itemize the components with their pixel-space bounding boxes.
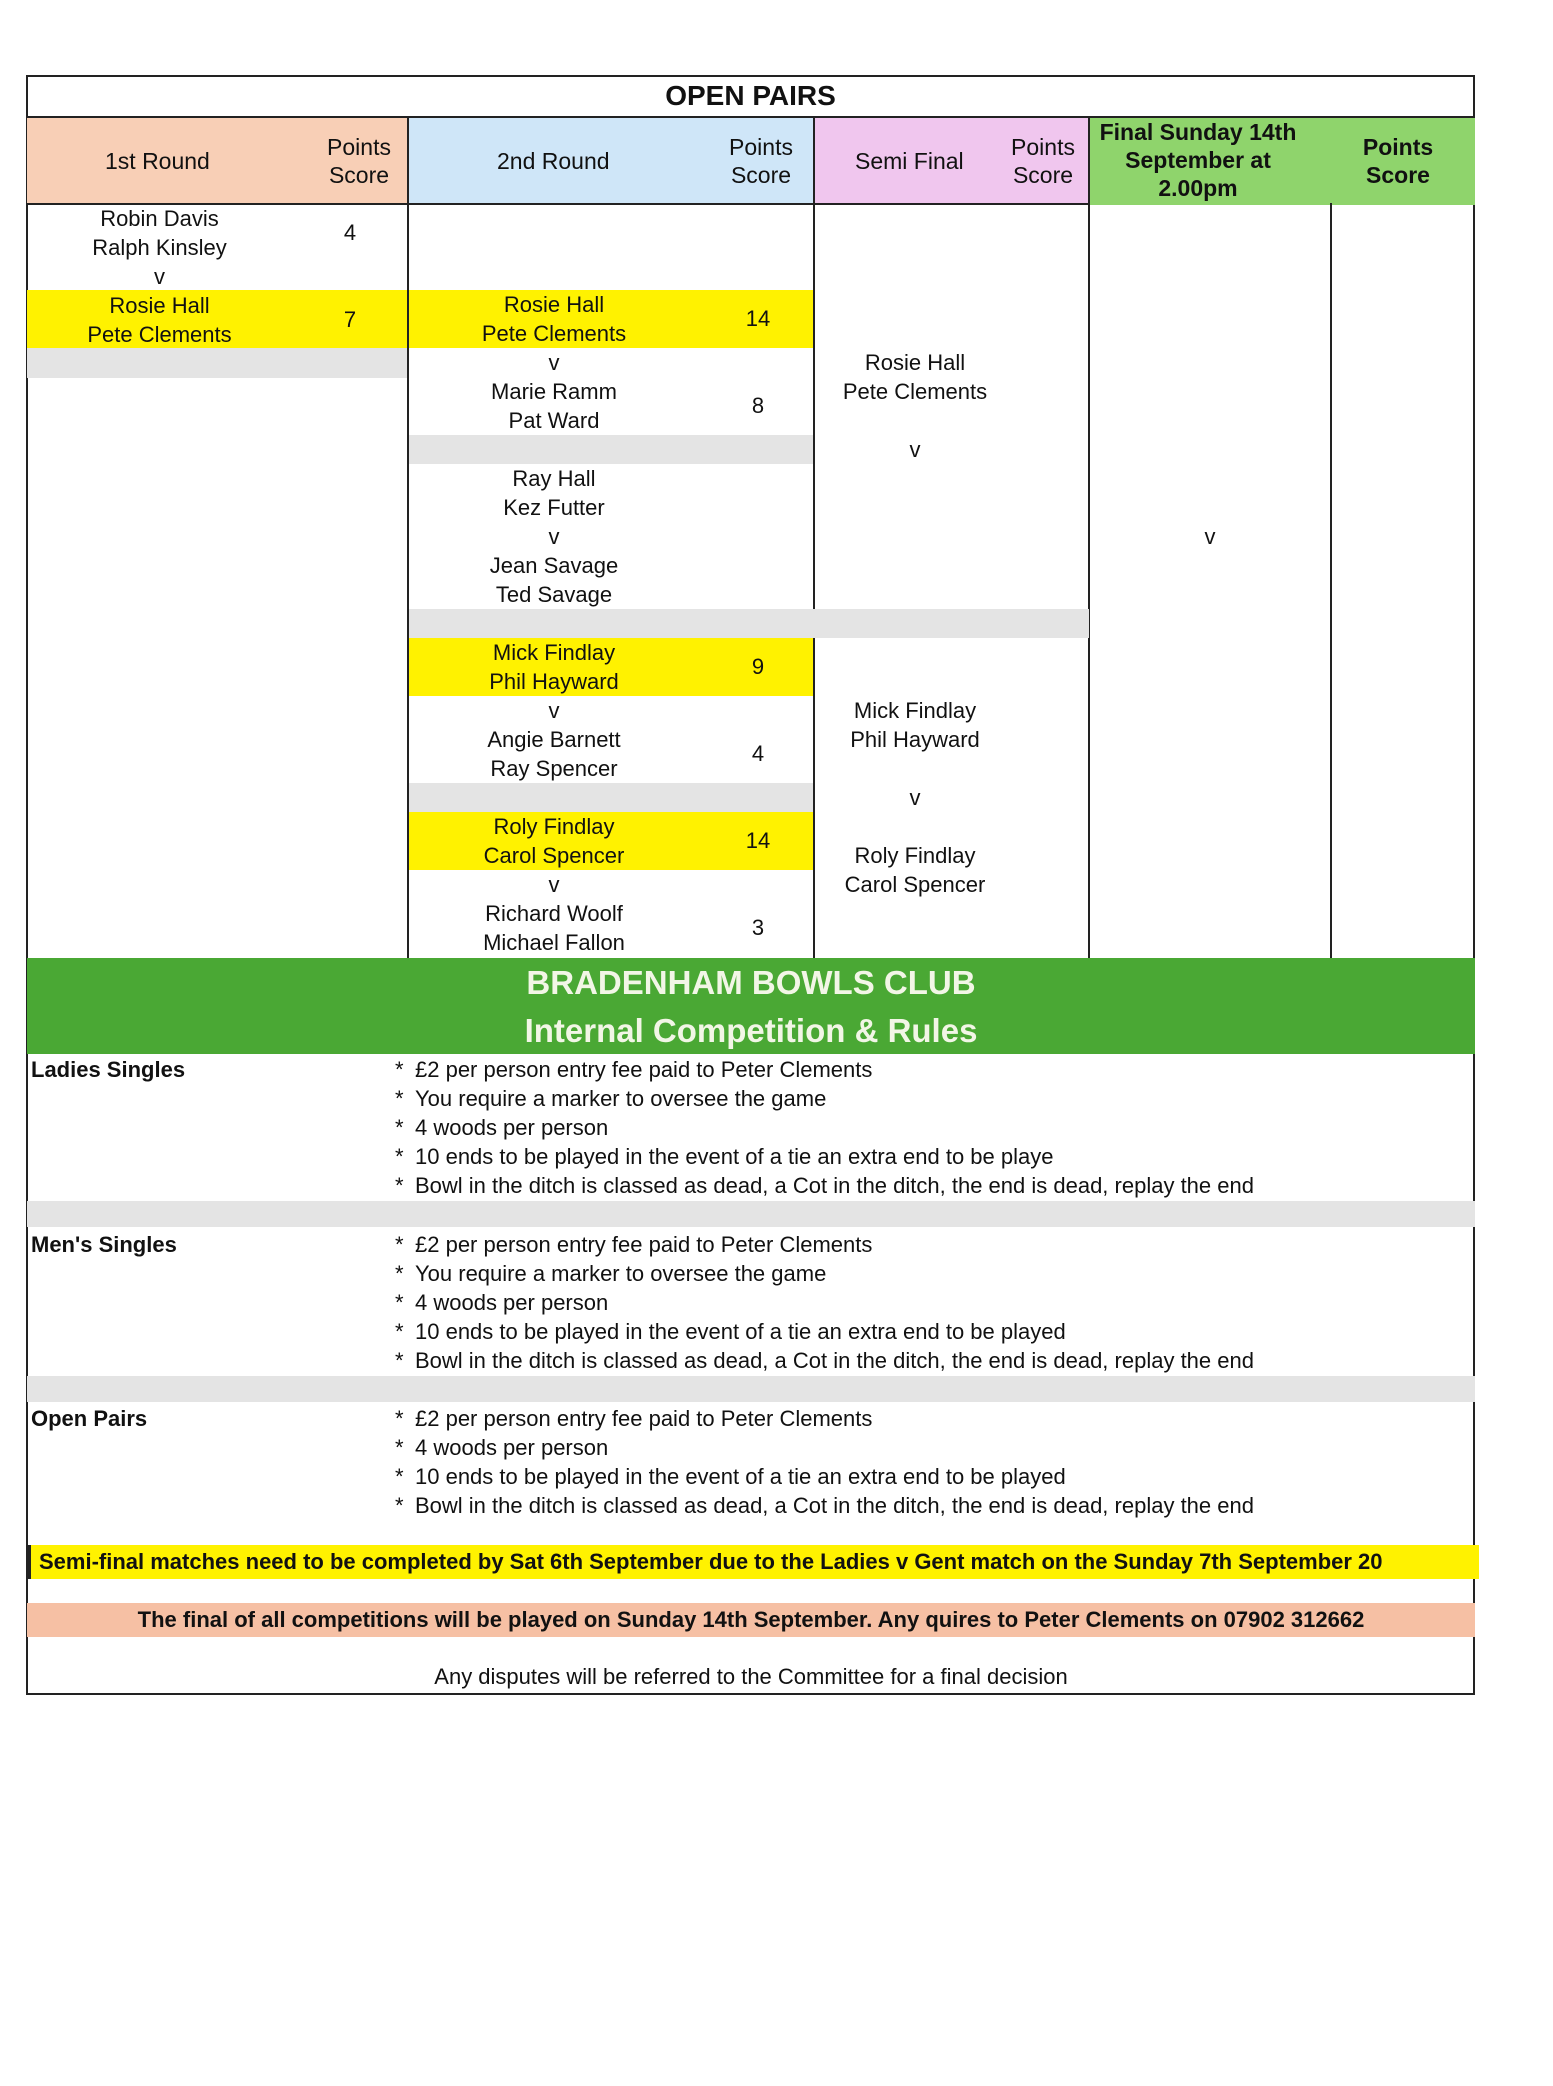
header-round1	[27, 118, 409, 205]
rule-item	[395, 1142, 1053, 1171]
score-value: 14	[745, 828, 771, 853]
round2-match	[409, 464, 699, 609]
player-name: Angie Barnett	[487, 727, 621, 752]
rule-text: Bowl in the ditch is classed as dead, a Cot in the ditch, the end is dead, replay the end	[415, 1173, 1254, 1198]
rule-text: £2 per person entry fee paid to Peter Clements	[415, 1057, 873, 1082]
final-versus-label: v	[1204, 524, 1216, 549]
versus-label: v	[154, 264, 165, 289]
player-name: Ted Savage	[495, 582, 613, 607]
disputes-note: Any disputes will be referred to the Committee for a final decision	[434, 1664, 1068, 1689]
rule-item	[395, 1259, 826, 1288]
rule-text: You require a marker to oversee the game	[415, 1086, 827, 1111]
rule-text: 4 woods per person	[415, 1115, 609, 1140]
rule-item	[395, 1317, 1066, 1346]
player-name: Phil Hayward	[489, 669, 619, 694]
rule-text: 10 ends to be played in the event of a tie an extra end to be playe	[415, 1144, 1054, 1169]
player-name: Robin Davis	[100, 206, 219, 231]
versus-label: v	[548, 872, 560, 897]
final-info-text: The final of all competitions will be played on Sunday 14th September. Any quires to Peter Clements on 07902 312662	[137, 1607, 1365, 1632]
player-name: Pete Clements	[87, 322, 232, 347]
column-divider	[1330, 203, 1332, 958]
final-header-label: Final Sunday 14th September at 2.00pm	[1099, 119, 1297, 201]
player-name: Mick Findlay	[853, 698, 977, 723]
player-name: Rosie Hall	[109, 293, 210, 318]
semi-points-header: Points Score	[1011, 134, 1075, 188]
rule-text: Bowl in the ditch is classed as dead, a Cot in the ditch, the end is dead, replay the end	[415, 1493, 1254, 1518]
gray-band	[27, 1376, 1475, 1402]
semi-header-label: Semi Final	[855, 148, 964, 174]
bullet-icon: *	[395, 1319, 404, 1344]
score-value: 8	[751, 393, 765, 418]
rule-item	[395, 1288, 608, 1317]
column-divider	[1088, 118, 1090, 958]
rule-item	[395, 1084, 826, 1113]
bullet-icon: *	[395, 1232, 404, 1257]
player-name: Marie Ramm	[491, 379, 617, 404]
player-name: Jean Savage	[489, 553, 619, 578]
player-name: Pete Clements	[481, 321, 627, 346]
rule-text: 4 woods per person	[415, 1290, 609, 1315]
semi-deadline-note	[27, 1545, 1479, 1579]
rule-item	[395, 1346, 1254, 1375]
player-name: Roly Findlay	[493, 814, 615, 839]
header-final	[1088, 118, 1475, 205]
round1-points-header: Points Score	[327, 134, 391, 188]
round2-match	[409, 290, 699, 435]
rule-item	[395, 1404, 872, 1433]
bullet-icon: *	[395, 1348, 404, 1373]
bullet-icon: *	[395, 1406, 404, 1431]
bullet-icon: *	[395, 1464, 404, 1489]
gray-band	[409, 783, 813, 812]
rule-text: £2 per person entry fee paid to Peter Clements	[415, 1232, 873, 1257]
semi-match	[815, 696, 1015, 899]
club-name: BRADENHAM BOWLS CLUB	[526, 964, 976, 1001]
rule-item	[395, 1462, 1066, 1491]
rule-text: Bowl in the ditch is classed as dead, a Cot in the ditch, the end is dead, replay the end	[415, 1348, 1254, 1373]
final-info-note	[27, 1603, 1475, 1637]
rule-text: £2 per person entry fee paid to Peter Clements	[415, 1406, 873, 1431]
score-value: 7	[343, 307, 357, 332]
versus-label: v	[548, 524, 560, 549]
gray-band	[27, 348, 407, 378]
bullet-icon: *	[395, 1086, 404, 1111]
round1-header-label: 1st Round	[105, 148, 210, 174]
versus-label: v	[909, 785, 921, 810]
player-name: Roly Findlay	[854, 843, 976, 868]
round2-match	[409, 638, 699, 783]
bullet-icon: *	[395, 1173, 404, 1198]
player-name: Pat Ward	[508, 408, 600, 433]
player-name: Michael Fallon	[483, 930, 625, 955]
score-value: 9	[751, 654, 765, 679]
header-round2	[409, 118, 813, 205]
player-name: Phil Hayward	[850, 727, 980, 752]
rule-section-label: Ladies Singles	[31, 1057, 186, 1082]
round2-match	[409, 812, 699, 957]
round2-header-label: 2nd Round	[497, 148, 610, 174]
score-value: 14	[745, 306, 771, 331]
club-subtitle: Internal Competition & Rules	[524, 1012, 978, 1049]
score-value: 4	[343, 220, 357, 245]
player-name: Ralph Kinsley	[92, 235, 227, 260]
score-value: 4	[751, 741, 765, 766]
rule-section-label: Open Pairs	[31, 1406, 148, 1431]
bullet-icon: *	[395, 1057, 404, 1082]
rule-item	[395, 1491, 1254, 1520]
player-name: Pete Clements	[842, 379, 988, 404]
final-points-header: Points Score	[1362, 134, 1434, 188]
rule-item	[395, 1230, 872, 1259]
round2-points-header: Points Score	[729, 134, 793, 188]
player-name: Carol Spencer	[483, 843, 625, 868]
player-name: Richard Woolf	[485, 901, 623, 926]
bullet-icon: *	[395, 1144, 404, 1169]
gray-band	[409, 435, 813, 464]
semi-match	[815, 348, 1015, 464]
round1-match	[27, 204, 292, 349]
rule-text: You require a marker to oversee the game	[415, 1261, 827, 1286]
rule-text: 4 woods per person	[415, 1435, 609, 1460]
rule-item	[395, 1433, 608, 1462]
versus-label: v	[909, 437, 921, 462]
player-name: Ray Spencer	[490, 756, 618, 781]
rule-text: 10 ends to be played in the event of a tie an extra end to be played	[415, 1319, 1066, 1344]
player-name: Mick Findlay	[492, 640, 616, 665]
rule-text: 10 ends to be played in the event of a tie an extra end to be played	[415, 1464, 1066, 1489]
bullet-icon: *	[395, 1493, 404, 1518]
player-name: Rosie Hall	[503, 292, 605, 317]
rule-item	[395, 1055, 872, 1084]
player-name: Carol Spencer	[844, 872, 986, 897]
versus-label: v	[548, 350, 560, 375]
player-name: Rosie Hall	[864, 350, 966, 375]
bullet-icon: *	[395, 1261, 404, 1286]
semi-deadline-text: Semi-final matches need to be completed by Sat 6th September due to the Ladies v Gent match on the Sunday 7th September 20	[39, 1549, 1383, 1574]
rule-section-label: Men's Singles	[31, 1232, 177, 1257]
gray-band	[409, 609, 1089, 638]
header-semi	[813, 118, 1088, 205]
bullet-icon: *	[395, 1115, 404, 1140]
score-value: 3	[751, 915, 765, 940]
player-name: Ray Hall	[512, 466, 596, 491]
player-name: Kez Futter	[503, 495, 605, 520]
rule-item	[395, 1113, 608, 1142]
rule-item	[395, 1171, 1254, 1200]
gray-band	[27, 1201, 1475, 1227]
bullet-icon: *	[395, 1290, 404, 1315]
versus-label: v	[548, 698, 560, 723]
bullet-icon: *	[395, 1435, 404, 1460]
page-title: OPEN PAIRS	[665, 80, 836, 111]
